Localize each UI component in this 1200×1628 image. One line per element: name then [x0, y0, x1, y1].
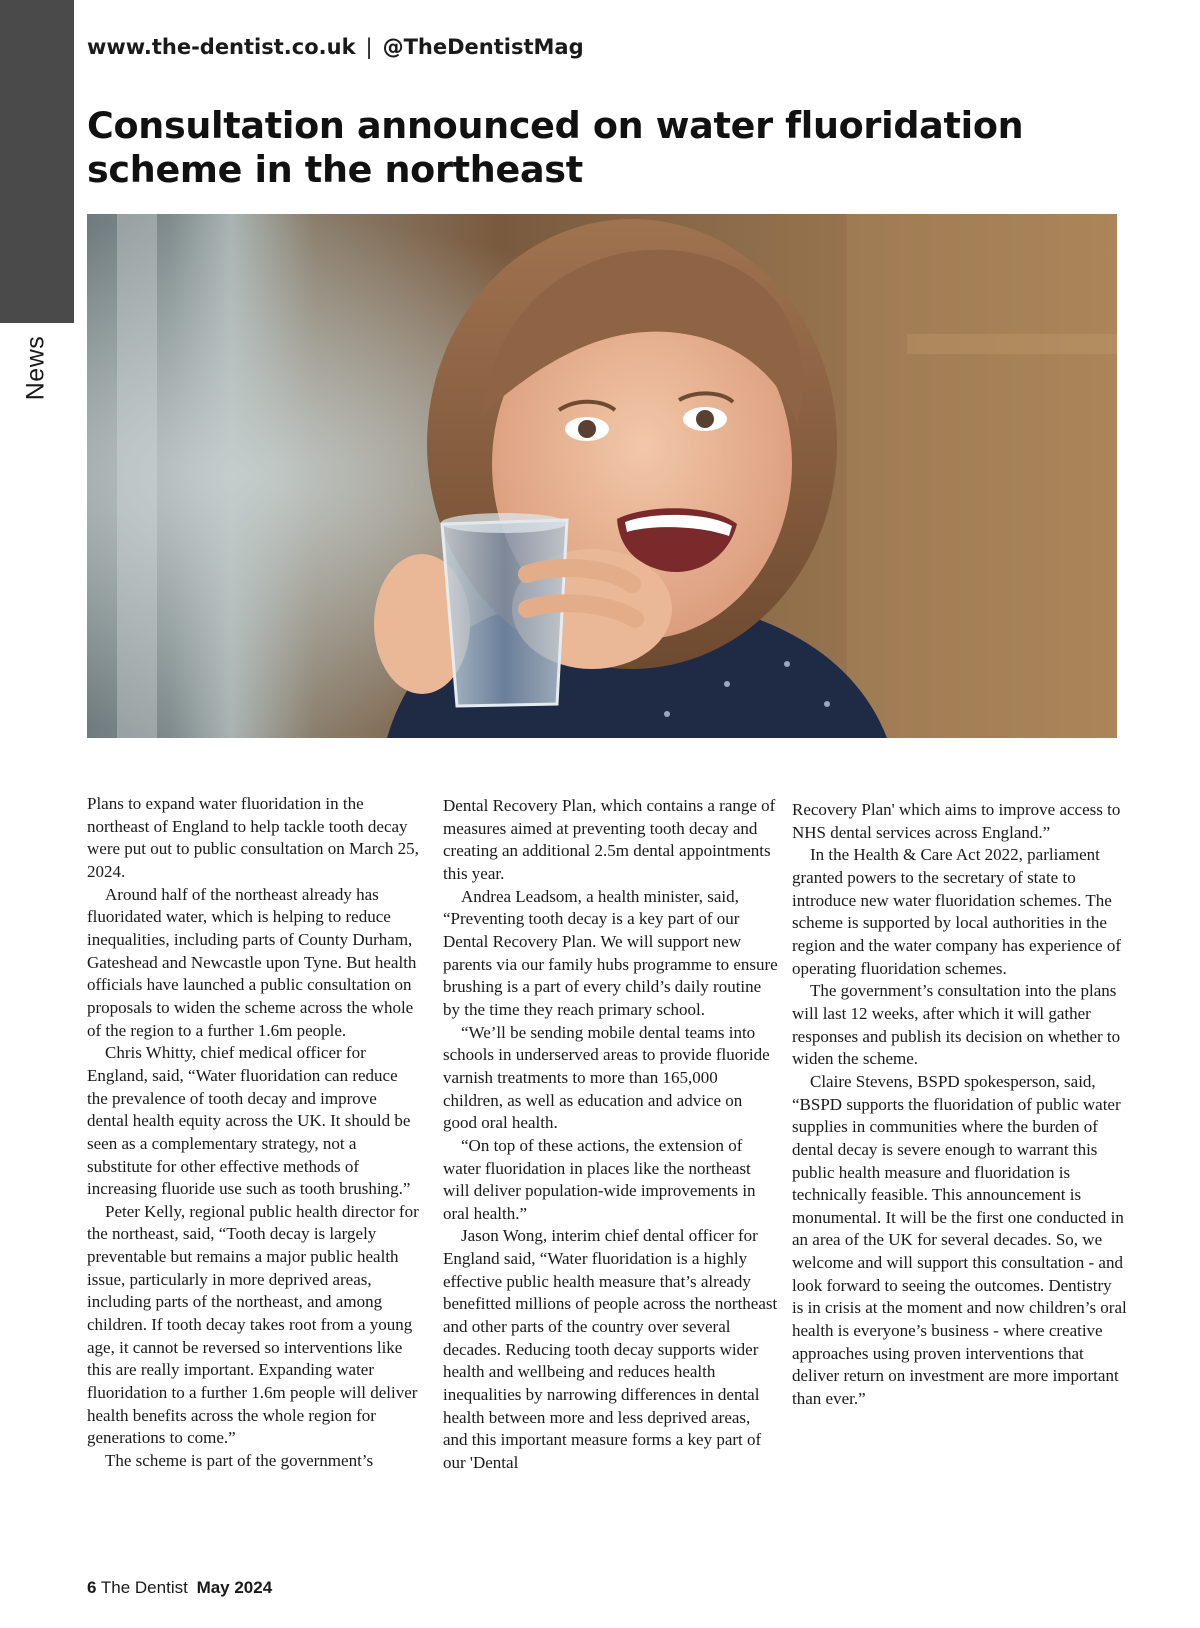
paragraph: In the Health & Care Act 2022, parliament granted powers to the secretary of state to introduce new water fluoridation schemes. The scheme is supported by local authorities in the region and the water company has experience of operating fluoridation schemes. [792, 845, 1121, 978]
page-number: 6 [87, 1578, 97, 1597]
article-column-2 [443, 795, 778, 1475]
page-footer [87, 1578, 272, 1598]
paragraph: The scheme is part of the government’s [105, 1451, 374, 1471]
paragraph: Around half of the northeast already has fluoridated water, which is helping to reduce inequalities, including parts of County Durham, Gateshead and Newcastle upon Tyne. But health officials have launched a public consultation on proposals to widen the scheme across the whole of the region to a further 1.6m people. [87, 884, 417, 1040]
paragraph: “On top of these actions, the extension of water fluoridation in places like the northeast will deliver population-wide improvements in oral health.” [443, 1135, 756, 1223]
paragraph: Claire Stevens, BSPD spokesperson, said, “BSPD supports the fluoridation of public water supplies in communities where the burden of dental decay is severe enough to warrant this public health measure and fluoridation is technically feasible. This announcement is monumental. It will be the first one conducted in an area of the UK for several decades. So, we welcome and will support this consultation - and look forward to seeing the outcomes. Dentistry is in crisis at the moment and now children’s oral health is everyone’s business - where creative approaches using proven interventions that deliver return on investment are more important than ever.” [792, 1071, 1127, 1409]
twitter-handle: @TheDentistMag [382, 35, 584, 59]
issue-date: May 2024 [196, 1578, 273, 1597]
section-label: News [21, 335, 50, 401]
masthead [87, 35, 584, 59]
article-column-1 [87, 793, 422, 1473]
article-column-3 [792, 799, 1127, 1411]
paragraph: The government’s consultation into the plans will last 12 weeks, after which it will gather responses and publish its decision on whether to widen the scheme. [792, 981, 1121, 1069]
section-color-bar [0, 0, 74, 323]
headline: Consultation announced on water fluoridation scheme in the northeast [87, 104, 1024, 191]
masthead-separator: | [365, 35, 373, 59]
paragraph: Plans to expand water fluoridation in the northeast of England to help tackle tooth decay were put out to public consultation on March 25, 2024. [87, 794, 419, 881]
paragraph: Peter Kelly, regional public health director for the northeast, said, “Tooth decay is largely preventable but remains a major public health issue, particularly in more deprived areas, including parts of the northeast, and among children. If tooth decay takes root from a young age, it cannot be reversed so interventions like this are really important. Expanding water fluoridation to a further 1.6m people will deliver health benefits across the whole region for generations to come.” [87, 1201, 419, 1448]
publication-name: The Dentist [100, 1578, 188, 1597]
article-photo [87, 214, 1117, 738]
website-url: www.the-dentist.co.uk [87, 35, 356, 59]
paragraph: Recovery Plan' which aims to improve access to NHS dental services across England.” [792, 800, 1121, 842]
child-drinking-water-illustration [87, 214, 1117, 738]
paragraph: Dental Recovery Plan, which contains a range of measures aimed at preventing tooth decay and creating an additional 2.5m dental appointments this year. [443, 796, 776, 883]
paragraph: Jason Wong, interim chief dental officer for England said, “Water fluoridation is a highly effective public health measure that’s already benefitted millions of people across the northeast and other parts of the country over several decades. Reducing tooth decay supports wider health and wellbeing and reduces health inequalities by narrowing differences in dental health between more and less deprived areas, and this important measure forms a key part of our 'Dental [443, 1226, 778, 1473]
paragraph: Chris Whitty, chief medical officer for England, said, “Water fluoridation can reduce the prevalence of tooth decay and improve dental health equity across the UK. It should be seen as a complementary strategy, not a substitute for other effective methods of increasing fluoride use such as tooth brushing.” [87, 1043, 411, 1199]
paragraph: “We’ll be sending mobile dental teams into schools in underserved areas to provide fluoride varnish treatments to more than 165,000 children, as well as education and advice on good oral health. [443, 1022, 770, 1133]
paragraph: Andrea Leadsom, a health minister, said, “Preventing tooth decay is a key part of our Dental Recovery Plan. We will support new parents via our family hubs programme to ensure brushing is a part of every child’s daily routine by the time they reach primary school. [443, 886, 778, 1019]
